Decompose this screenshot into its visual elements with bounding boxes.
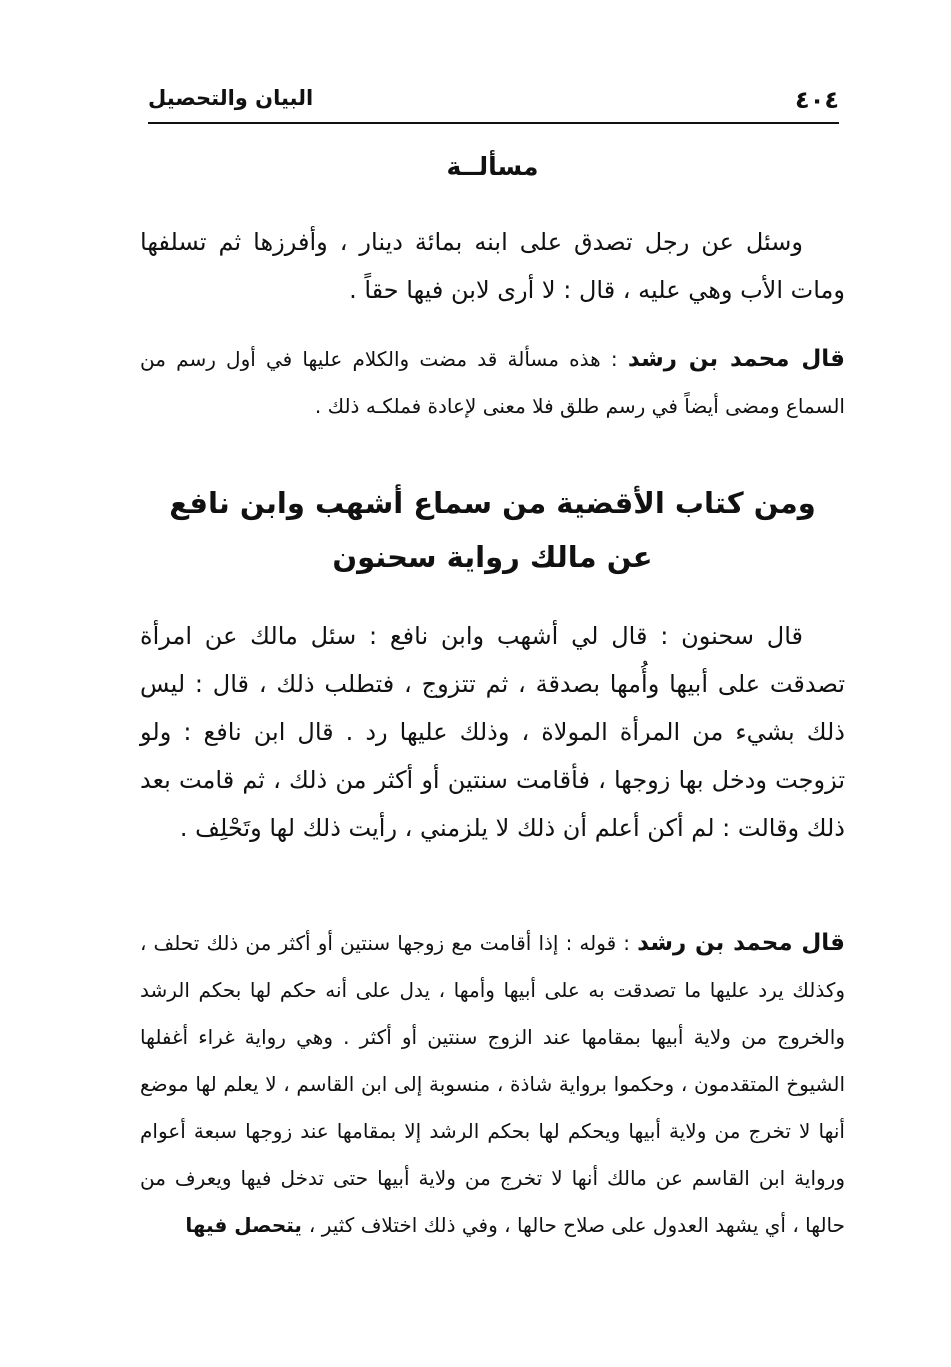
- page-number: ٤٠٤: [795, 86, 839, 114]
- commentary-2-trailing: يتحصل فيها: [185, 1213, 309, 1237]
- header-rule: [148, 122, 839, 124]
- running-header: [148, 82, 839, 118]
- paragraph-narration-text: قال سحنون : قال لي أشهب وابن نافع : سئل مالك عن امرأة تصدقت على أبيها وأُمها بصدقة ، ثم تتزوج ، فتطلب ذلك ، قال : ليس ذلك بشيء من المرأة المولاة ، وذلك عليها رد . قال ابن نافع : ولو تزوجت ودخل بها زوجها ، فأقامت سنتين أو أكثر من ذلك ، ثم قامت بعد ذلك وقالت : لم أكن أعلم أن ذلك لا يلزمني ، رأيت ذلك لها وتَحْلِف .: [140, 622, 845, 842]
- commentary-2-text: : قوله : إذا أقامت مع زوجها سنتين أو أكثر من ذلك تحلف ، وكذلك يرد عليها ما تصدقت به على أبيها وأمها ، يدل على أنه حكم لها بحكم الرشد والخروج من ولاية أبيها بمقامها عند الزوج سنتين أو أكثر . وهي رواية غراء أغفلها الشيوخ المتقدمون ، وحكموا برواية شاذة ، منسوبة إلى ابن القاسم ، لا يعلم لها موضع أنها لا تخرج من ولاية أبيها ويحكم لها بحكم الرشد إلا بمقامها عند زوجها سبعة أعوام ورواية ابن القاسم عن مالك أنها لا تخرج من ولاية أبيها حتى تدخل فيها ويعرف من حالها ، أي يشهد العدول على صلاح حالها ، وفي ذلك اختلاف كثير ،: [140, 931, 845, 1237]
- section-title-line-2: عن مالك رواية سحنون: [332, 540, 653, 574]
- paragraph-commentary-1: [140, 336, 845, 430]
- commentary-1-lead: قال محمد بن رشد: [627, 346, 845, 372]
- paragraph-narration: [140, 612, 845, 852]
- paragraph-question: [140, 218, 845, 314]
- section-title: [140, 476, 845, 584]
- paragraph-commentary-2: [140, 920, 845, 1249]
- paragraph-question-text: وسئل عن رجل تصدق على ابنه بمائة دينار ، وأفرزها ثم تسلفها ومات الأب وهي عليه ، قال : لا أرى لابن فيها حقاً .: [140, 228, 845, 304]
- book-title: البيان والتحصيل: [148, 86, 314, 110]
- commentary-1-text: : هذه مسألة قد مضت والكلام عليها في أول رسم من السماع ومضى أيضاً في رسم طلق فلا معنى لإعادة فملكـه ذلك .: [140, 347, 845, 418]
- section-title-line-1: ومن كتاب الأقضية من سماع أشهب وابن نافع: [169, 486, 816, 520]
- commentary-2-lead: قال محمد بن رشد: [637, 930, 845, 956]
- issue-heading: مسألــة: [446, 152, 539, 181]
